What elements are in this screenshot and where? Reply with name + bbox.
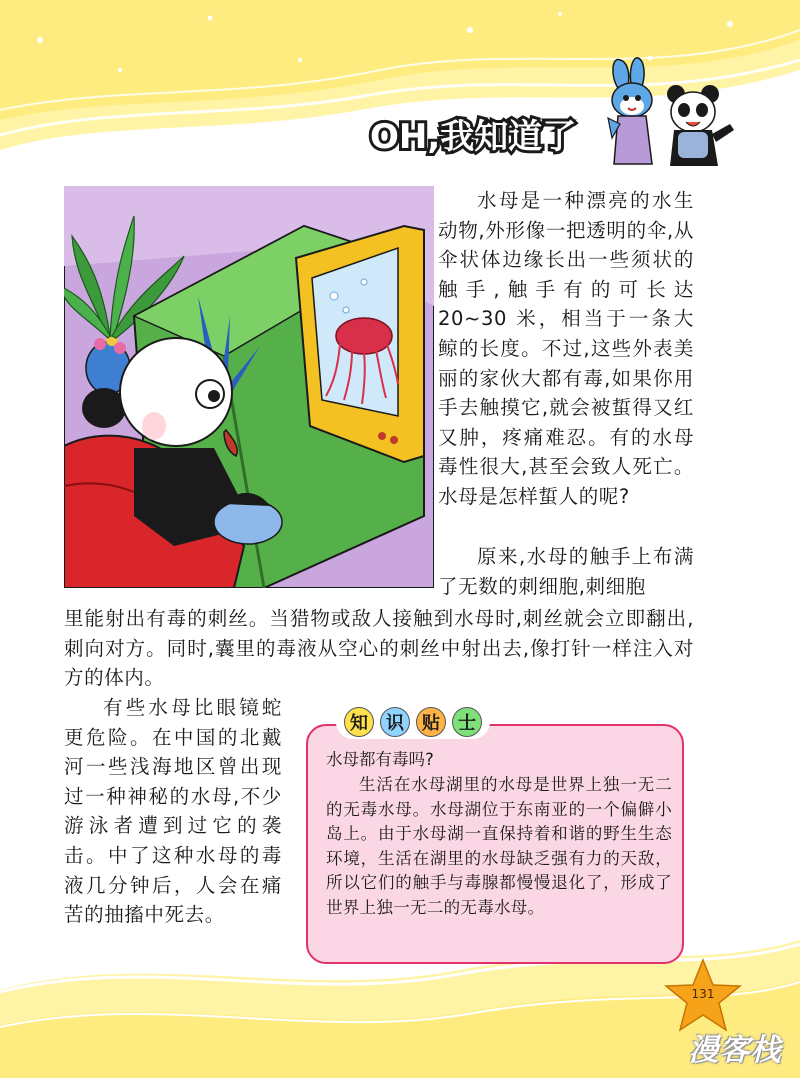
header-title bbox=[366, 106, 596, 162]
panda-watching-jellyfish-tv-illustration bbox=[64, 186, 434, 588]
tv-icon bbox=[296, 226, 424, 462]
page-number: 131 bbox=[691, 987, 715, 1001]
tips-question: 水母都有毒吗? bbox=[326, 750, 434, 769]
article-paragraph-2-start: 原来,水母的触手上布满了无数的刺细胞,刺细胞 bbox=[438, 545, 694, 598]
article-paragraph-1: 水母是一种漂亮的水生动物,外形像一把透明的伞,从伞状体边缘长出一些须状的触手,触手有的可长达 20~30 米，相当于一条大鲸的长度。不过,这些外表美丽的家伙大都有毒,如果你用手去触摸它,就会被蜇得又红又肿，疼痛难忍。有的水母毒性很大,甚至会致人死亡。水母是怎样蜇人的呢? bbox=[438, 189, 694, 508]
panda-mascot bbox=[667, 85, 734, 166]
site-watermark-text: 漫客栈 bbox=[688, 1033, 782, 1068]
tips-badge-3: 贴 bbox=[416, 707, 446, 737]
tips-badge-4: 士 bbox=[452, 707, 482, 737]
tips-badge-1: 知 bbox=[344, 707, 374, 737]
tips-badge-2: 识 bbox=[380, 707, 410, 737]
article-paragraph-3: 有些水母比眼镜蛇更危险。在中国的北戴河一些浅海地区曾出现过一种神秘的水母,不少游泳者遭到过它的袭击。中了这种水母的毒液几分钟后，人会在痛苦的抽搐中死去。 bbox=[64, 696, 282, 927]
tips-answer-text: 生活在水母湖里的水母是世界上独一无二的无毒水母。水母湖位于东南亚的一个偏僻小岛上。由于水母湖一直保持着和谐的野生生态环境，生活在湖里的水母缺乏强有力的天敌，所以它们的触手与毒腺都慢慢退化了，形成了世界上独一无二的无毒水母。 bbox=[326, 775, 672, 917]
site-watermark bbox=[676, 1030, 794, 1072]
knowledge-tips-badges bbox=[336, 705, 490, 739]
mascot-characters-image bbox=[598, 54, 748, 172]
header-title-lettering bbox=[366, 106, 596, 162]
header-title-text: OH,我知道了 bbox=[370, 117, 577, 157]
article-paragraph-2-continued: 里能射出有毒的刺丝。当猎物或敌人接触到水母时,刺丝就会立即翻出,刺向对方。同时,囊里的毒液从空心的刺丝中射出去,像打针一样注入对方的体内。 bbox=[64, 607, 694, 690]
rabbit-mascot bbox=[608, 58, 652, 164]
